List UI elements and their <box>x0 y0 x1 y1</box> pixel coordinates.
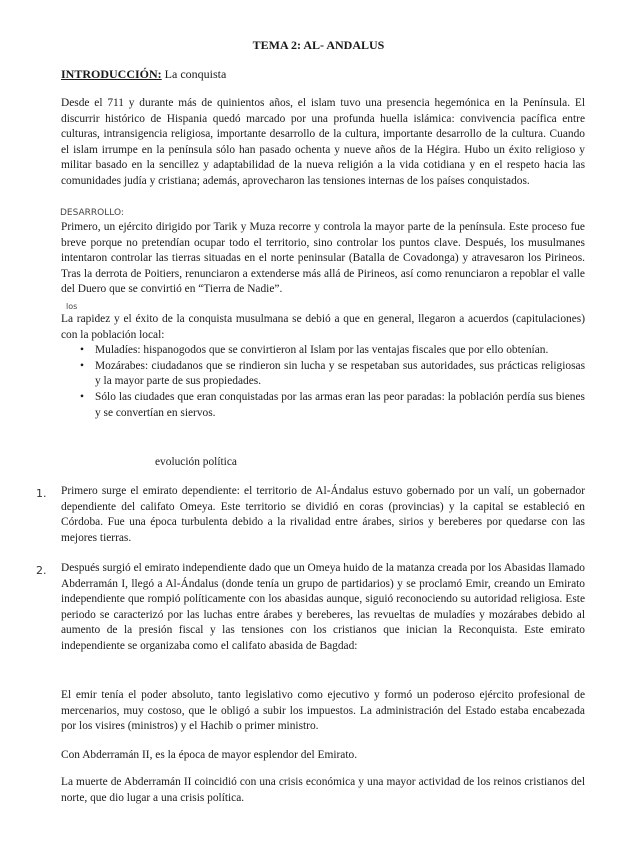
document-title: TEMA 2: AL- ANDALUS <box>252 38 385 52</box>
paragraph-5-text: Con Abderramán II, es la época de mayor esplendor del Emirato. <box>61 749 358 761</box>
item-2-text: Después surgió el emirato independiente dado que un Omeya huido de la matanza creada por los Abasidas llamado Abderramán I, llegó a Al-Ándalus (donde tenía un grupo de partidarios) y se proclamó Emir, creando un Emirato independiente que rompió políticamente con los abasidas aunque, siguió reconociendo su autoridad religiosa. Este periodo se caracterizó por las luchas entre árabes y bereberes, las revueltas de muladíes y mozárabes debido al aumento de la presión fiscal y las tensiones con los cristianos que inician la Reconquista. Este emirato independiente se organizaba como el califato abasida de Bagdad: <box>61 562 585 652</box>
paragraph-1 <box>61 96 585 190</box>
paragraph-6-text: La muerte de Abderramán II coincidió con una crisis económica y una mayor actividad de los reinos cristianos del norte, que dio lugar a una crisis política. <box>61 776 585 804</box>
item-2-number: 2. <box>36 564 47 577</box>
bullet-item-mozarabes: • Mozárabes: ciudadanos que se rindieron sin lucha y se respetaban sus autoridades, sus prácticas religiosas y la mayor parte de sus propiedades. <box>61 359 585 390</box>
intro-subtitle: La conquista <box>164 67 227 81</box>
paragraph-1-text: Desde el 711 y durante más de quinientos años, el islam tuvo una presencia hegemónica en la Península. El discurrir histórico de Hispania quedó marcado por una profunda huella islámica: convivencia pacífica entre culturas, intransigencia religiosa, importante desarrollo de la cultura, importante desarrollo de la cultura. Cuando el islam irrumpe en la península sólo han pasado ochenta y nueve años de la Hégira. Hubo un éxito religioso y militar basado en la sencillez y adaptabilidad de la nueva religión a la vida cotidiana y en el respeto hacia las comunidades judía y cristiana; además, aprovecharon las tensiones internas de los países conquistados. <box>61 97 585 187</box>
paragraph-3 <box>61 312 585 421</box>
section-label-evolucion: evolución política <box>155 456 237 468</box>
intro-line <box>61 67 226 83</box>
handwritten-note-desarrollo: DESARROLLO: <box>60 208 124 218</box>
paragraph-5 <box>61 748 585 764</box>
intro-heading: INTRODUCCIÓN: <box>61 67 162 81</box>
paragraph-4 <box>61 688 585 735</box>
paragraph-2 <box>61 220 585 298</box>
bullet-item-muladies: • Muladíes: hispanogodos que se convirtieron al Islam por las ventajas fiscales que por ello obtenían. <box>61 343 585 359</box>
item-1 <box>61 484 585 546</box>
handwritten-note-small: los <box>66 302 78 311</box>
conquest-bullet-list <box>61 343 585 421</box>
item-2 <box>61 561 585 655</box>
paragraph-2-text: Primero, un ejército dirigido por Tarik y Muza recorre y controla la mayor parte de la península. Este proceso fue breve porque no pretendían ocupar todo el territorio, sino controlar los puntos clave. Después, los musulmanes intentaron controlar las tierras situadas en el norte peninsular (Batalla de Covadonga) y atravesaron los Pirineos. Tras la derrota de Poitiers, renunciaron a extenderse más allá de Pirineos, así como renunciaron a repoblar el valle del Duero que se convirtió en “Tierra de Nadie”. <box>61 221 585 296</box>
paragraph-6 <box>61 775 585 806</box>
paragraph-3-text: La rapidez y el éxito de la conquista musulmana se debió a que en general, llegaron a acuerdos (capitulaciones) con la población local: <box>61 313 585 341</box>
paragraph-4-text: El emir tenía el poder absoluto, tanto legislativo como ejecutivo y formó un poderoso ejército profesional de mercenarios, muy costoso, que le obligó a subir los impuestos. La administración del Estado estaba encabezada por los visires (ministros) y el Hachib o primer ministro. <box>61 689 585 733</box>
item-1-text: Primero surge el emirato dependiente: el territorio de Al-Ándalus estuvo gobernado por un valí, un gobernador dependiente del califato Omeya. Este territorio se dividió en coras (provincias) y la capital se estableció en Córdoba. Fue una época turbulenta debido a la rivalidad entre árabes, sirios y bereberes por quedarse con las mejores tierras. <box>61 485 585 544</box>
bullet-item-ciudades: • Sólo las ciudades que eran conquistadas por las armas eran las peor paradas: la población perdía sus bienes y se convertían en siervos. <box>61 390 585 421</box>
item-1-number: 1. <box>36 487 47 500</box>
